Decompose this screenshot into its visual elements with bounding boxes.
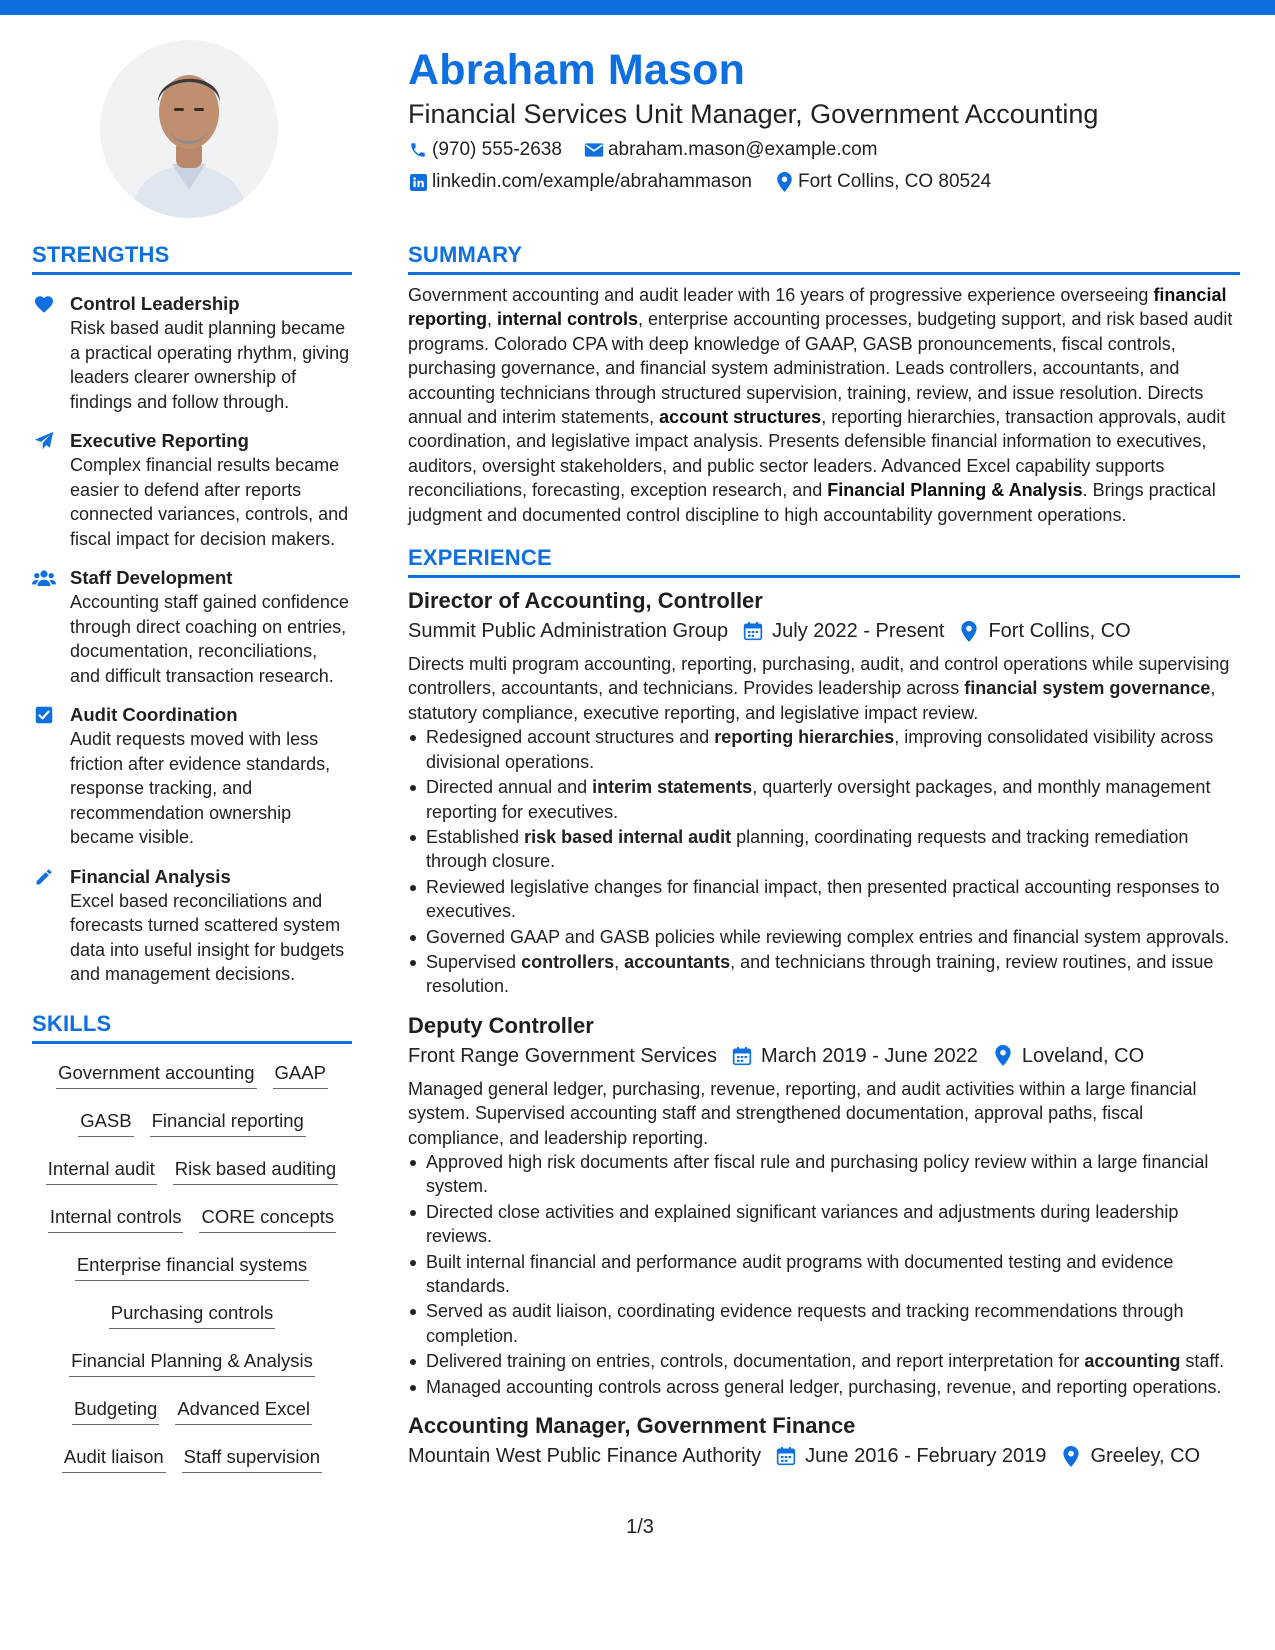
location-contact: [774, 171, 991, 193]
phone-icon: [408, 140, 428, 160]
skill-tag: Purchasing controls: [109, 1300, 275, 1329]
calendar-icon: [775, 1445, 797, 1467]
bullet-item: [408, 1200, 1240, 1249]
bold-keyword: Financial Planning & Analysis: [827, 480, 1083, 501]
text-segment: Approved high risk documents after fiscal rule and purchasing policy review within a large financial system.: [426, 1151, 1209, 1197]
text-segment: Reviewed legislative changes for financial impact, then presented practical accounting responses to executives.: [426, 876, 1220, 922]
strength-item: [32, 702, 352, 850]
strength-title: Staff Development: [70, 567, 233, 588]
job-dates: [775, 1441, 1046, 1471]
text-segment: Governed GAAP and GASB policies while reviewing complex entries and financial system approvals.: [426, 926, 1230, 947]
map-pin-icon: [992, 1045, 1014, 1067]
strength-item: [32, 291, 352, 414]
right-column: [408, 240, 1240, 1483]
job-location: [992, 1041, 1144, 1071]
text-segment: Directs multi program accounting, reporting, purchasing, audit, and control operations while supervising controllers, accountants, and technicians. Provides leadership across: [408, 654, 1230, 699]
text-segment: , reporting hierarchies, transaction approvals, audit coordination, and legislative impact analysis. Presents defensible financial information to executives, auditors, oversight stakeholders, and public sector leaders. Advanced Excel capability supports reconciliations, forecasting, exception research, and: [408, 407, 1226, 501]
bullet-item: [408, 1349, 1240, 1373]
bold-keyword: accountants: [624, 951, 731, 972]
job-location-text: Greeley, CO: [1090, 1445, 1201, 1468]
strength-item: [32, 864, 352, 987]
bullet-item: [408, 1150, 1240, 1199]
map-pin-icon: [1060, 1445, 1082, 1467]
strength-item: [32, 428, 352, 551]
job-title: Deputy Controller: [408, 1012, 594, 1038]
bullet-item: [408, 825, 1240, 874]
text-segment: , statutory compliance, executive reporting, and legislative impact review.: [408, 678, 1216, 723]
location-text: Fort Collins, CO 80524: [798, 171, 992, 192]
job-description: [408, 652, 1240, 725]
calendar-icon: [742, 620, 764, 642]
text-segment: . Brings practical judgment and documented control discipline to high accountability government operations.: [408, 480, 1216, 525]
contact-row-1: [408, 134, 1238, 166]
strength-title: Executive Reporting: [70, 430, 249, 451]
bullet-item: [408, 775, 1240, 824]
bullet-item: [408, 1250, 1240, 1299]
page-number: 1/3: [626, 1516, 654, 1538]
skill-tag: Internal audit: [46, 1156, 157, 1185]
linkedin-contact[interactable]: [408, 171, 752, 193]
bold-keyword: interim statements: [592, 777, 753, 798]
strength-description: Audit requests moved with less friction after evidence standards, response tracking, and recommendation ownership became visible.: [70, 729, 331, 847]
strength-title: Audit Coordination: [70, 704, 238, 725]
bold-keyword: financial system governance: [964, 678, 1211, 699]
summary-heading: SUMMARY: [408, 240, 1240, 275]
strengths-list: [32, 291, 352, 987]
text-segment: Directed annual and: [426, 777, 593, 798]
email-text: abraham.mason@example.com: [607, 139, 878, 160]
strengths-heading: STRENGTHS: [32, 240, 352, 275]
phone-contact[interactable]: [408, 139, 562, 161]
heart-icon: [32, 293, 56, 315]
text-segment: planning, coordinating requests and tracking remediation through closure.: [426, 826, 1189, 872]
experience-list: [408, 586, 1240, 1471]
job-bullets: [408, 725, 1240, 998]
text-segment: Supervised: [426, 951, 522, 972]
linkedin-text: linkedin.com/example/abrahammason: [432, 171, 752, 192]
skill-tag: Advanced Excel: [175, 1396, 312, 1425]
pencil-icon: [32, 866, 56, 888]
left-column: [32, 240, 352, 1488]
text-segment: ,: [614, 951, 625, 972]
job-location: [1060, 1441, 1200, 1471]
contact-row-2: [408, 166, 1238, 198]
job-location: [958, 616, 1130, 646]
job-bullets: [408, 1150, 1240, 1399]
bold-keyword: financial reporting: [408, 285, 1227, 330]
job-entry: [408, 1411, 1240, 1471]
job-dates: [731, 1041, 978, 1071]
bold-keyword: accounting: [1084, 1351, 1181, 1372]
skill-tag: Staff supervision: [182, 1444, 322, 1473]
job-meta: [408, 1441, 1240, 1471]
bullet-item: [408, 1375, 1240, 1399]
job-entry: [408, 1011, 1240, 1399]
skill-tag: Budgeting: [72, 1396, 159, 1425]
strength-item: [32, 565, 352, 688]
strength-description: Excel based reconciliations and forecasts turned scattered system data into useful insight for budgets and management decisions.: [70, 890, 345, 984]
map-pin-icon: [774, 172, 794, 192]
bullet-item: [408, 925, 1240, 949]
job-meta: [408, 1041, 1240, 1071]
checkbox-icon: [32, 704, 56, 726]
linkedin-icon: [408, 172, 428, 192]
text-segment: , and technicians through training, review routines, and issue resolution.: [426, 951, 1214, 997]
phone-text: (970) 555-2638: [432, 139, 562, 160]
skill-tag: Government accounting: [56, 1060, 256, 1089]
text-segment: Built internal financial and performance audit programs with documented testing and evidence standards.: [426, 1251, 1174, 1296]
strength-title: Control Leadership: [70, 293, 240, 314]
job-dates-text: March 2019 - June 2022: [761, 1044, 978, 1067]
bold-keyword: controllers: [521, 951, 615, 972]
text-segment: ,: [487, 309, 498, 330]
bullet-item: [408, 725, 1240, 774]
company-name: Front Range Government Services: [408, 1044, 718, 1067]
text-segment: staff.: [1180, 1351, 1225, 1372]
text-segment: Delivered training on entries, controls, documentation, and report interpretation for: [426, 1351, 1085, 1372]
bullet-item: [408, 950, 1240, 999]
text-segment: , enterprise accounting processes, budgeting support, and risk based audit programs. Colorado CPA with deep knowledge of GAAP, GASB pronouncements, fiscal controls, purchasing governance, and financial system administration. Leads controllers, accountants, and accounting technicians through structured supervision, training, review, and issue resolution. Directs annual and interim statements,: [408, 309, 1233, 428]
resume-header: [408, 40, 1238, 198]
top-accent-bar: [0, 0, 1275, 15]
bold-keyword: risk based internal audit: [524, 826, 732, 847]
candidate-title: Financial Services Unit Manager, Government Accounting: [408, 99, 1099, 129]
bullet-item: [408, 1299, 1240, 1348]
company-name: Mountain West Public Finance Authority: [408, 1445, 762, 1468]
text-segment: , improving consolidated visibility across divisional operations.: [426, 727, 1214, 772]
users-icon: [32, 567, 56, 589]
skill-tag: GAAP: [273, 1060, 328, 1089]
skill-tag: Financial Planning & Analysis: [69, 1348, 315, 1377]
strength-description: Risk based audit planning became a practical operating rhythm, giving leaders clearer ownership of findings and follow through.: [70, 318, 350, 412]
text-segment: Redesigned account structures and: [426, 727, 715, 748]
paper-plane-icon: [32, 430, 56, 452]
text-segment: Government accounting and audit leader with 16 years of progressive experience overseeing: [408, 285, 1154, 305]
job-dates-text: July 2022 - Present: [772, 620, 945, 643]
job-dates: [742, 616, 944, 646]
strength-description: Accounting staff gained confidence through direct coaching on entries, documentation, reconciliations, and difficult transaction research.: [70, 592, 349, 686]
skill-tag: Internal controls: [48, 1204, 184, 1233]
job-title: Director of Accounting, Controller: [408, 588, 763, 614]
job-description: [408, 1077, 1240, 1150]
bold-keyword: reporting hierarchies: [714, 727, 895, 748]
text-segment: Directed close activities and explained significant variances and adjustments during leadership reviews.: [426, 1201, 1179, 1247]
skill-tag: GASB: [78, 1108, 133, 1137]
text-segment: Managed general ledger, purchasing, revenue, reporting, and audit activities within a large financial system. Supervised accounting staff and strengthened documentation, approval paths, fiscal compliance, and leadership reporting.: [408, 1078, 1197, 1148]
text-segment: Served as audit liaison, coordinating evidence requests and tracking recommendations through completion.: [426, 1301, 1184, 1346]
bold-keyword: account structures: [659, 407, 822, 428]
job-meta: [408, 616, 1240, 646]
skill-tag: Enterprise financial systems: [75, 1252, 309, 1281]
strength-description: Complex financial results became easier to defend after reports connected variances, controls, and fiscal impact for decision makers.: [70, 455, 349, 549]
company-name: Summit Public Administration Group: [408, 620, 729, 643]
strength-title: Financial Analysis: [70, 865, 231, 887]
text-segment: , quarterly oversight packages, and monthly management reporting for executives.: [426, 777, 1211, 822]
envelope-icon: [584, 140, 604, 160]
job-title: Accounting Manager, Government Finance: [408, 1413, 856, 1439]
skills-list: [32, 1056, 352, 1488]
skill-tag: CORE concepts: [199, 1204, 336, 1233]
profile-photo: [100, 40, 278, 218]
bullet-item: [408, 875, 1240, 924]
person-portrait-icon: [100, 40, 278, 218]
text-segment: Established: [426, 826, 525, 847]
job-dates-text: June 2016 - February 2019: [805, 1445, 1047, 1468]
skill-tag: Financial reporting: [150, 1108, 306, 1137]
text-segment: Managed accounting controls across general ledger, purchasing, revenue, and reporting operations.: [426, 1376, 1222, 1397]
bold-keyword: internal controls: [497, 309, 639, 330]
job-location-text: Fort Collins, CO: [988, 620, 1131, 643]
summary-text: [408, 283, 1240, 527]
job-location-text: Loveland, CO: [1021, 1044, 1145, 1067]
candidate-name: Abraham Mason: [408, 46, 746, 94]
skill-tag: Risk based auditing: [173, 1156, 338, 1185]
skills-heading: SKILLS: [32, 1009, 352, 1044]
job-entry: [408, 586, 1240, 999]
experience-heading: EXPERIENCE: [408, 543, 1240, 578]
skill-tag: Audit liaison: [62, 1444, 166, 1473]
calendar-icon: [731, 1045, 753, 1067]
email-contact[interactable]: [584, 139, 878, 161]
map-pin-icon: [958, 620, 980, 642]
